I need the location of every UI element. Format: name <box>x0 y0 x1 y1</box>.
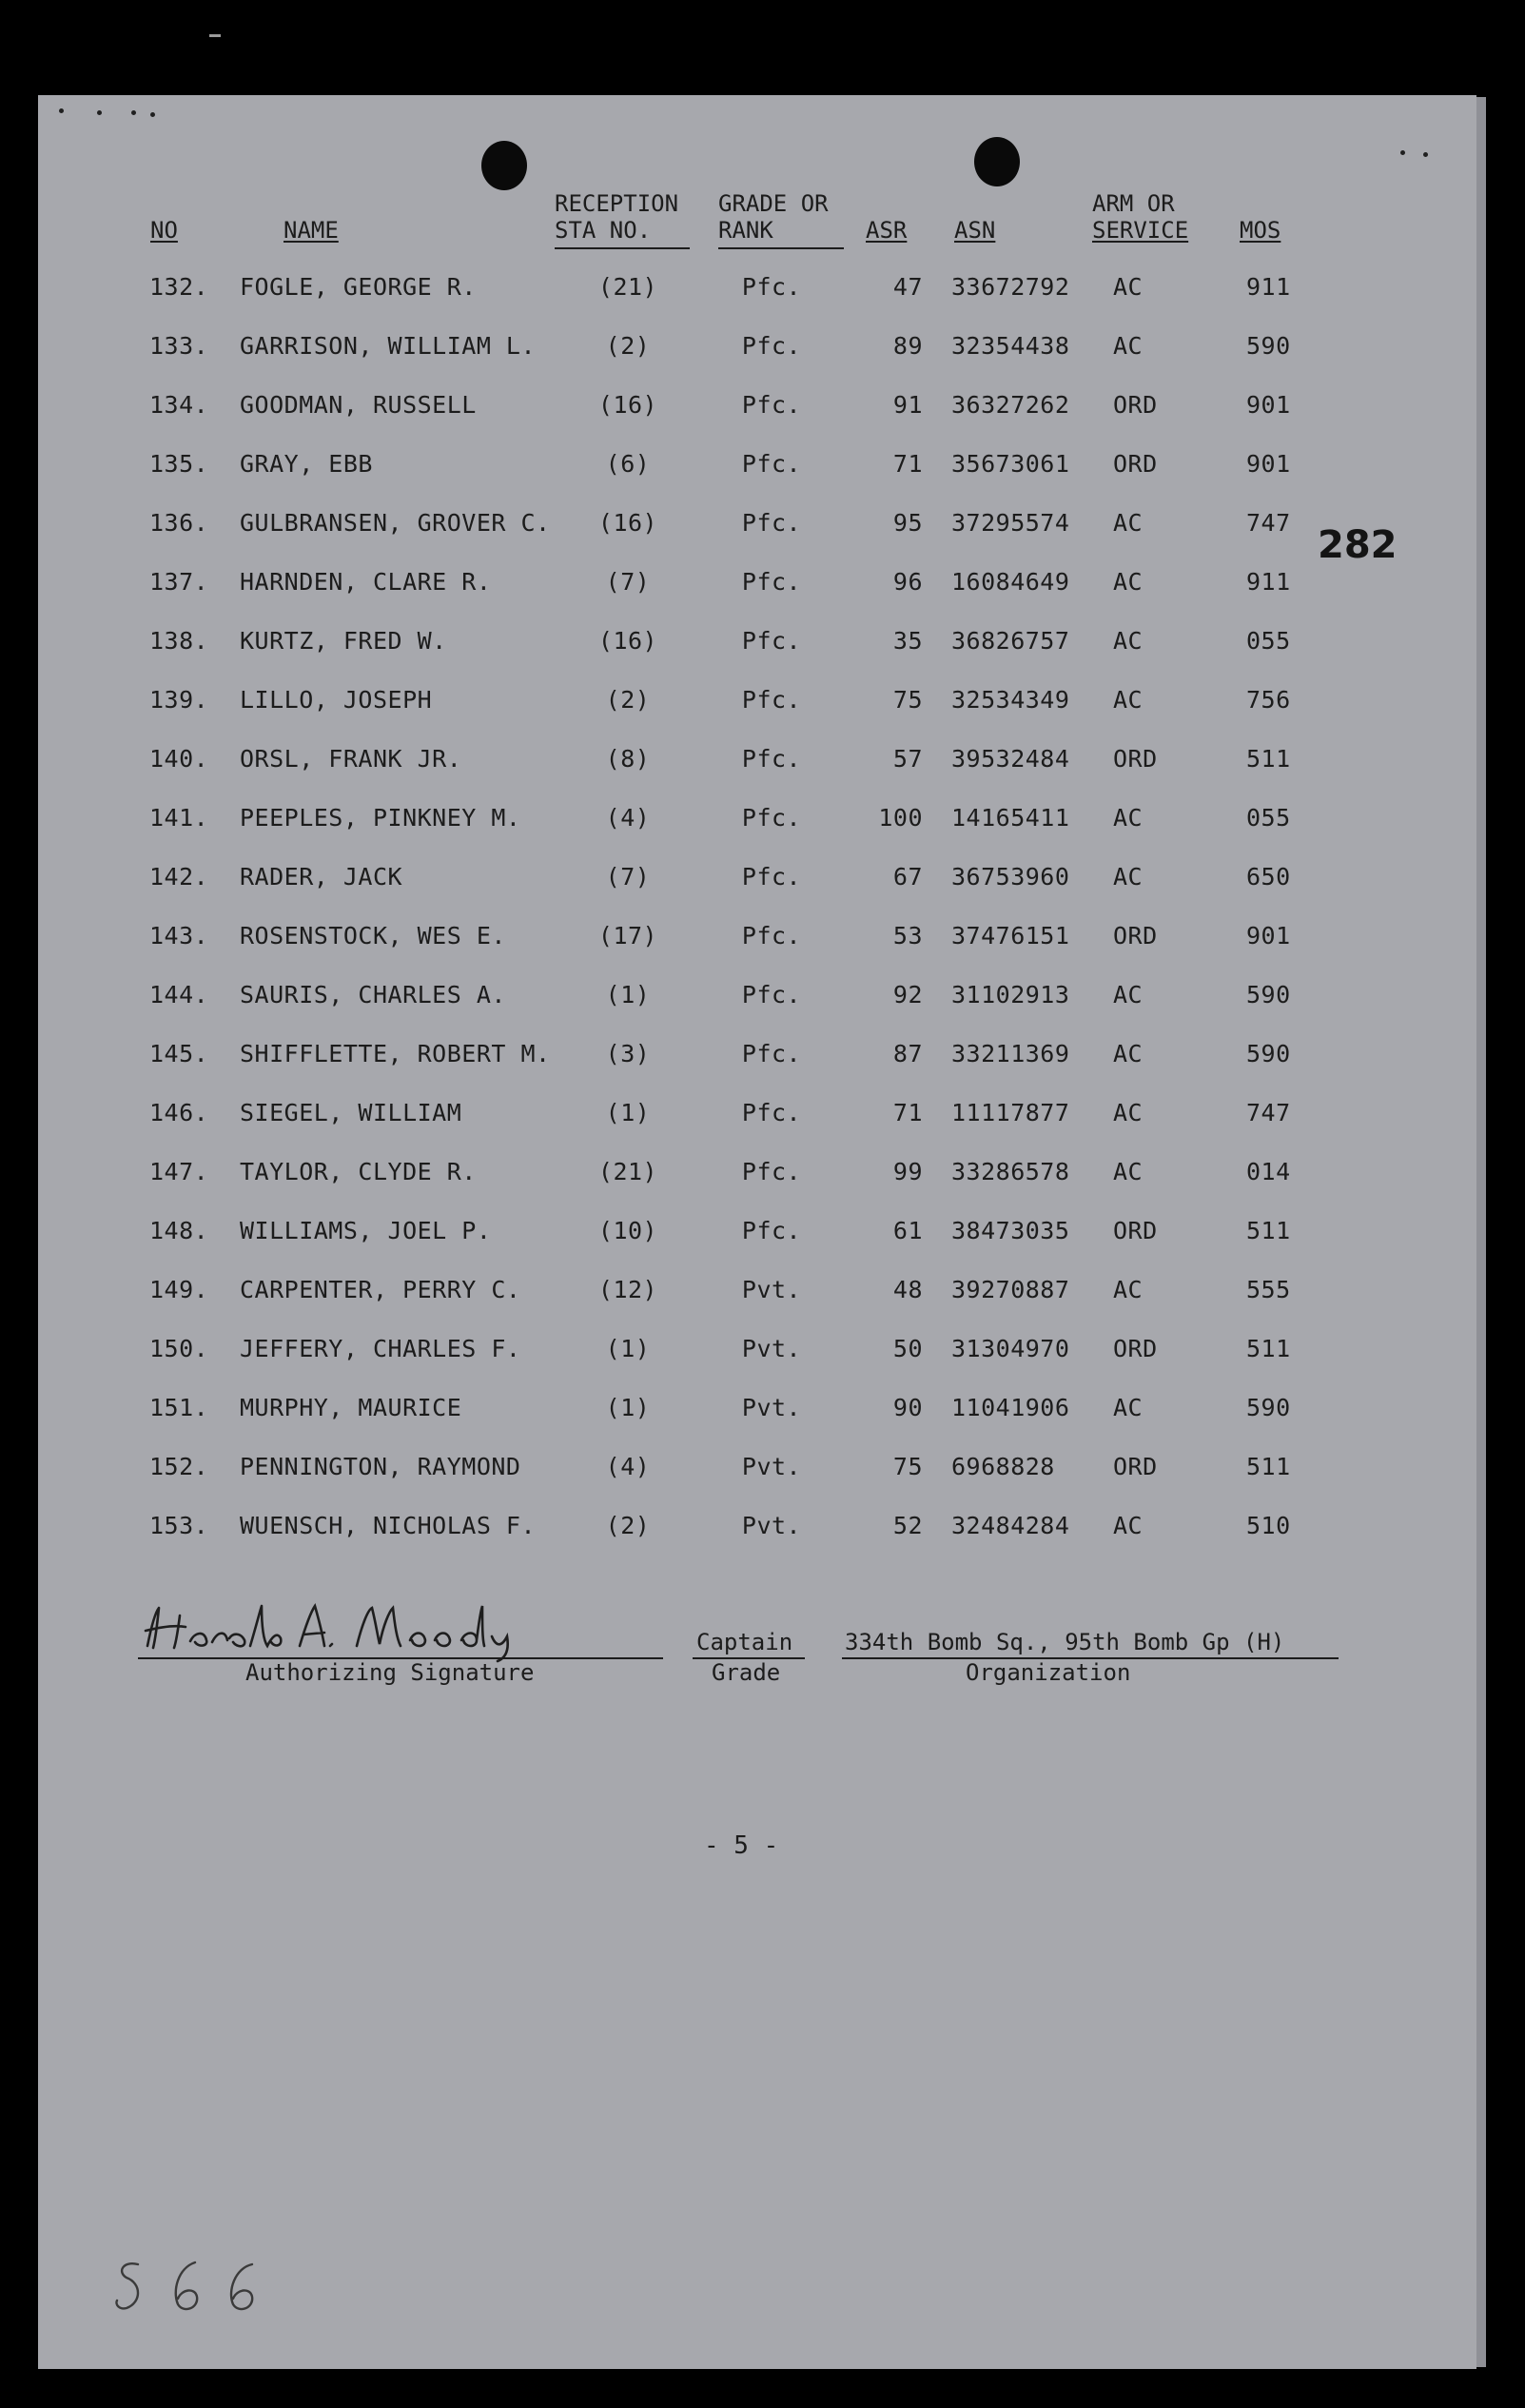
speck <box>131 110 136 115</box>
row-asn: 33211369 <box>951 1040 1070 1067</box>
row-number: 135. <box>149 450 209 478</box>
row-asn: 35673061 <box>951 450 1070 478</box>
row-asr: 67 <box>892 863 923 891</box>
row-number: 146. <box>149 1099 209 1126</box>
punch-hole-left <box>481 141 527 190</box>
row-grade: Pfc. <box>741 1217 802 1244</box>
header-no: NO <box>150 217 178 244</box>
signature-label: Authorizing Signature <box>245 1659 535 1686</box>
row-name: MURPHY, MAURICE <box>240 1394 462 1421</box>
speck <box>1423 152 1428 157</box>
row-mos: 747 <box>1246 509 1291 537</box>
row-name: SIEGEL, WILLIAM <box>240 1099 462 1126</box>
table-row <box>38 801 1476 835</box>
row-grade: Pfc. <box>741 450 802 478</box>
row-asn: 33286578 <box>951 1158 1070 1185</box>
row-asr: 71 <box>892 1099 923 1126</box>
row-grade: Pvt. <box>741 1453 802 1480</box>
row-reception-station: (2) <box>605 686 651 714</box>
table-row <box>38 565 1476 599</box>
row-name: ROSENSTOCK, WES E. <box>240 922 506 949</box>
row-reception-station: (21) <box>597 273 658 301</box>
row-asr: 100 <box>878 804 923 832</box>
row-name: RADER, JACK <box>240 863 403 891</box>
row-arm: AC <box>1113 863 1144 891</box>
row-arm: AC <box>1113 568 1144 596</box>
row-asn: 36826757 <box>951 627 1070 655</box>
film-mark <box>209 34 221 37</box>
row-mos: 590 <box>1246 1394 1291 1421</box>
row-grade: Pfc. <box>741 391 802 419</box>
row-number: 144. <box>149 981 209 1008</box>
row-asn: 32484284 <box>951 1512 1070 1539</box>
header-reception-rule <box>555 247 690 249</box>
row-asn: 11041906 <box>951 1394 1070 1421</box>
row-arm: AC <box>1113 804 1144 832</box>
grade-label: Grade <box>712 1659 781 1686</box>
row-name: HARNDEN, CLARE R. <box>240 568 492 596</box>
row-asr: 50 <box>892 1335 923 1362</box>
row-mos: 555 <box>1246 1276 1291 1303</box>
row-name: PEEPLES, PINKNEY M. <box>240 804 521 832</box>
page-number: - 5 - <box>704 1831 779 1860</box>
organization-value: 334th Bomb Sq., 95th Bomb Gp (H) <box>845 1629 1285 1655</box>
row-reception-station: (1) <box>605 1335 651 1362</box>
row-reception-station: (12) <box>597 1276 658 1303</box>
row-arm: AC <box>1113 273 1144 301</box>
row-arm: AC <box>1113 686 1144 714</box>
row-asn: 14165411 <box>951 804 1070 832</box>
row-arm: AC <box>1113 332 1144 360</box>
row-number: 145. <box>149 1040 209 1067</box>
row-grade: Pfc. <box>741 922 802 949</box>
row-asr: 75 <box>892 1453 923 1480</box>
row-name: KURTZ, FRED W. <box>240 627 447 655</box>
row-number: 140. <box>149 745 209 773</box>
row-number: 143. <box>149 922 209 949</box>
row-number: 138. <box>149 627 209 655</box>
table-row <box>38 1155 1476 1189</box>
table-row <box>38 447 1476 481</box>
row-reception-station: (2) <box>605 1512 651 1539</box>
handwritten-signature <box>138 1598 633 1665</box>
table-row <box>38 1391 1476 1425</box>
row-name: FOGLE, GEORGE R. <box>240 273 477 301</box>
row-mos: 756 <box>1246 686 1291 714</box>
row-grade: Pfc. <box>741 686 802 714</box>
row-mos: 590 <box>1246 981 1291 1008</box>
row-asn: 39532484 <box>951 745 1070 773</box>
header-name: NAME <box>283 217 339 244</box>
row-number: 141. <box>149 804 209 832</box>
row-mos: 055 <box>1246 627 1291 655</box>
row-name: GRAY, EBB <box>240 450 373 478</box>
table-row <box>38 506 1476 540</box>
row-reception-station: (1) <box>605 1394 651 1421</box>
row-mos: 590 <box>1246 1040 1291 1067</box>
table-row <box>38 978 1476 1012</box>
row-reception-station: (6) <box>605 450 651 478</box>
row-reception-station: (16) <box>597 627 658 655</box>
row-number: 147. <box>149 1158 209 1185</box>
row-number: 150. <box>149 1335 209 1362</box>
row-asr: 95 <box>892 509 923 537</box>
row-name: GOODMAN, RUSSELL <box>240 391 477 419</box>
row-mos: 901 <box>1246 450 1291 478</box>
row-arm: ORD <box>1113 745 1158 773</box>
row-mos: 911 <box>1246 273 1291 301</box>
row-arm: ORD <box>1113 922 1158 949</box>
row-reception-station: (10) <box>597 1217 658 1244</box>
header-mos: MOS <box>1240 217 1281 244</box>
row-arm: AC <box>1113 1099 1144 1126</box>
row-name: GARRISON, WILLIAM L. <box>240 332 537 360</box>
row-name: TAYLOR, CLYDE R. <box>240 1158 477 1185</box>
table-row <box>38 860 1476 894</box>
table-row <box>38 1037 1476 1071</box>
row-mos: 901 <box>1246 391 1291 419</box>
row-reception-station: (7) <box>605 863 651 891</box>
row-asr: 53 <box>892 922 923 949</box>
row-arm: ORD <box>1113 1453 1158 1480</box>
row-arm: AC <box>1113 1158 1144 1185</box>
row-grade: Pfc. <box>741 863 802 891</box>
row-asr: 87 <box>892 1040 923 1067</box>
row-grade: Pvt. <box>741 1394 802 1421</box>
table-row <box>38 683 1476 717</box>
row-name: WILLIAMS, JOEL P. <box>240 1217 492 1244</box>
row-arm: ORD <box>1113 1217 1158 1244</box>
row-grade: Pfc. <box>741 332 802 360</box>
row-arm: ORD <box>1113 1335 1158 1362</box>
row-number: 149. <box>149 1276 209 1303</box>
row-reception-station: (17) <box>597 922 658 949</box>
table-row <box>38 1450 1476 1484</box>
row-asn: 39270887 <box>951 1276 1070 1303</box>
row-name: CARPENTER, PERRY C. <box>240 1276 521 1303</box>
row-mos: 511 <box>1246 1453 1291 1480</box>
row-asn: 32354438 <box>951 332 1070 360</box>
row-name: JEFFERY, CHARLES F. <box>240 1335 521 1362</box>
sheet-edge <box>1476 97 1486 2367</box>
row-name: LILLO, JOSEPH <box>240 686 433 714</box>
row-asr: 75 <box>892 686 923 714</box>
row-reception-station: (16) <box>597 391 658 419</box>
handwritten-note-566 <box>109 2255 271 2321</box>
stamp-number: 282 <box>1318 523 1398 567</box>
row-arm: AC <box>1113 981 1144 1008</box>
table-row <box>38 1096 1476 1130</box>
row-reception-station: (8) <box>605 745 651 773</box>
row-asn: 11117877 <box>951 1099 1070 1126</box>
row-mos: 590 <box>1246 332 1291 360</box>
speck <box>59 108 64 113</box>
row-arm: AC <box>1113 1394 1144 1421</box>
row-grade: Pvt. <box>741 1276 802 1303</box>
table-row <box>38 1332 1476 1366</box>
row-number: 136. <box>149 509 209 537</box>
row-asr: 90 <box>892 1394 923 1421</box>
table-row <box>38 1509 1476 1543</box>
row-reception-station: (1) <box>605 981 651 1008</box>
row-number: 139. <box>149 686 209 714</box>
table-row <box>38 742 1476 776</box>
row-grade: Pfc. <box>741 568 802 596</box>
row-grade: Pfc. <box>741 1040 802 1067</box>
table-row <box>38 1273 1476 1307</box>
row-asr: 91 <box>892 391 923 419</box>
row-number: 132. <box>149 273 209 301</box>
row-reception-station: (3) <box>605 1040 651 1067</box>
row-grade: Pfc. <box>741 1158 802 1185</box>
row-mos: 511 <box>1246 1217 1291 1244</box>
header-grade-line1: GRADE OR <box>718 190 829 217</box>
row-asn: 36327262 <box>951 391 1070 419</box>
row-arm: AC <box>1113 1276 1144 1303</box>
row-asn: 32534349 <box>951 686 1070 714</box>
row-mos: 901 <box>1246 922 1291 949</box>
row-mos: 511 <box>1246 745 1291 773</box>
speck <box>97 110 102 115</box>
row-arm: AC <box>1113 627 1144 655</box>
row-asn: 36753960 <box>951 863 1070 891</box>
header-reception-line2: STA NO. <box>555 217 652 244</box>
table-row <box>38 270 1476 304</box>
punch-hole-right <box>974 137 1020 186</box>
row-asr: 47 <box>892 273 923 301</box>
row-reception-station: (4) <box>605 1453 651 1480</box>
row-mos: 911 <box>1246 568 1291 596</box>
header-asn: ASN <box>954 217 996 244</box>
speck <box>1400 150 1405 155</box>
header-reception-line1: RECEPTION <box>555 190 679 217</box>
row-grade: Pvt. <box>741 1335 802 1362</box>
grade-value: Captain <box>696 1629 793 1655</box>
row-name: PENNINGTON, RAYMOND <box>240 1453 521 1480</box>
row-asn: 33672792 <box>951 273 1070 301</box>
row-asr: 61 <box>892 1217 923 1244</box>
row-reception-station: (16) <box>597 509 658 537</box>
row-asr: 71 <box>892 450 923 478</box>
header-grade-line2: RANK <box>718 217 773 244</box>
header-arm-line2: SERVICE <box>1092 217 1189 244</box>
table-row <box>38 388 1476 422</box>
row-asr: 48 <box>892 1276 923 1303</box>
row-name: ORSL, FRANK JR. <box>240 745 462 773</box>
row-reception-station: (1) <box>605 1099 651 1126</box>
row-asn: 16084649 <box>951 568 1070 596</box>
row-asn: 31304970 <box>951 1335 1070 1362</box>
header-arm-line1: ARM OR <box>1092 190 1175 217</box>
table-row <box>38 919 1476 953</box>
row-asr: 35 <box>892 627 923 655</box>
row-grade: Pfc. <box>741 509 802 537</box>
row-asr: 57 <box>892 745 923 773</box>
row-number: 152. <box>149 1453 209 1480</box>
organization-label: Organization <box>966 1659 1131 1686</box>
row-name: GULBRANSEN, GROVER C. <box>240 509 551 537</box>
row-arm: AC <box>1113 1040 1144 1067</box>
row-reception-station: (21) <box>597 1158 658 1185</box>
row-grade: Pfc. <box>741 981 802 1008</box>
row-arm: ORD <box>1113 450 1158 478</box>
row-asr: 52 <box>892 1512 923 1539</box>
row-number: 151. <box>149 1394 209 1421</box>
header-asr: ASR <box>866 217 908 244</box>
row-number: 142. <box>149 863 209 891</box>
row-name: SAURIS, CHARLES A. <box>240 981 506 1008</box>
row-grade: Pfc. <box>741 273 802 301</box>
row-number: 148. <box>149 1217 209 1244</box>
row-number: 153. <box>149 1512 209 1539</box>
row-asr: 89 <box>892 332 923 360</box>
row-number: 137. <box>149 568 209 596</box>
row-mos: 014 <box>1246 1158 1291 1185</box>
row-asn: 37295574 <box>951 509 1070 537</box>
row-mos: 747 <box>1246 1099 1291 1126</box>
row-mos: 511 <box>1246 1335 1291 1362</box>
row-reception-station: (4) <box>605 804 651 832</box>
row-mos: 650 <box>1246 863 1291 891</box>
row-reception-station: (2) <box>605 332 651 360</box>
row-asr: 99 <box>892 1158 923 1185</box>
row-grade: Pvt. <box>741 1512 802 1539</box>
row-grade: Pfc. <box>741 745 802 773</box>
document-sheet <box>38 95 1476 2369</box>
row-number: 134. <box>149 391 209 419</box>
row-arm: ORD <box>1113 391 1158 419</box>
table-row <box>38 1214 1476 1248</box>
table-row <box>38 624 1476 658</box>
row-asr: 96 <box>892 568 923 596</box>
row-mos: 055 <box>1246 804 1291 832</box>
row-mos: 510 <box>1246 1512 1291 1539</box>
row-name: SHIFFLETTE, ROBERT M. <box>240 1040 551 1067</box>
row-grade: Pfc. <box>741 804 802 832</box>
row-name: WUENSCH, NICHOLAS F. <box>240 1512 537 1539</box>
row-arm: AC <box>1113 1512 1144 1539</box>
row-grade: Pfc. <box>741 1099 802 1126</box>
row-arm: AC <box>1113 509 1144 537</box>
row-grade: Pfc. <box>741 627 802 655</box>
row-number: 133. <box>149 332 209 360</box>
row-asn: 37476151 <box>951 922 1070 949</box>
row-asn: 6968828 <box>951 1453 1055 1480</box>
header-grade-rule <box>718 247 844 249</box>
row-asr: 92 <box>892 981 923 1008</box>
row-asn: 31102913 <box>951 981 1070 1008</box>
table-row <box>38 329 1476 363</box>
row-asn: 38473035 <box>951 1217 1070 1244</box>
row-reception-station: (7) <box>605 568 651 596</box>
speck <box>150 112 155 117</box>
